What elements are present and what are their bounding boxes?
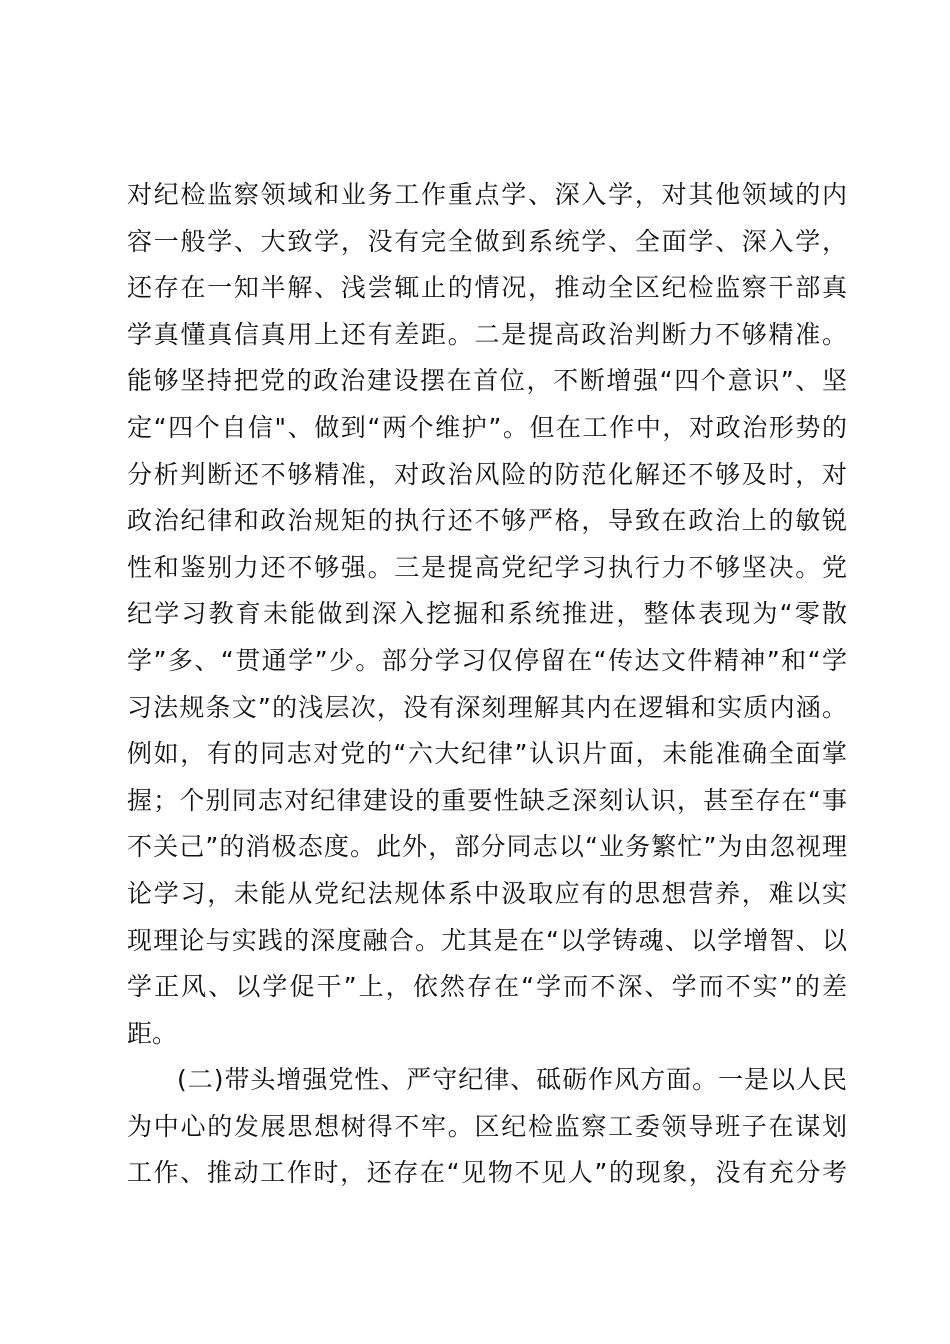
body-text xyxy=(127,172,847,1197)
text-line: 例如，有的同志对党的“六大纪律”认识片面，未能准确全面掌 xyxy=(127,739,847,769)
text-line: 握；个别同志对纪律建设的重要性缺乏深刻认识，甚至存在“事 xyxy=(127,785,847,815)
text-line: 习法规条文”的浅层次，没有深刻理解其内在逻辑和实质内涵。 xyxy=(127,692,847,722)
text-line: 工作、推动工作时，还存在“见物不见人”的现象，没有充分考 xyxy=(127,1158,847,1188)
text-line: 学”多、“贯通学”少。部分学习仅停留在“传达文件精神”和“学 xyxy=(127,645,847,675)
text-line: 学真懂真信真用上还有差距。二是提高政治判断力不够精准。 xyxy=(127,319,847,349)
text-line: 不关己”的消极态度。此外，部分同志以“业务繁忙”为由忽视理 xyxy=(127,832,847,862)
text-line: 定“四个自信"、做到“两个维护”。但在工作中，对政治形势的 xyxy=(127,412,847,442)
text-line: 还存在一知半解、浅尝辄止的情况，推动全区纪检监察干部真 xyxy=(127,273,847,303)
text-line: 现理论与实践的深度融合。尤其是在“以学铸魂、以学增智、以 xyxy=(127,925,847,955)
text-line: 学正风、以学促干”上，依然存在“学而不深、学而不实”的差 xyxy=(127,972,847,1002)
text-line: 政治纪律和政治规矩的执行还不够严格，导致在政治上的敏锐 xyxy=(127,506,847,536)
text-line: 对纪检监察领域和业务工作重点学、深入学，对其他领域的内 xyxy=(127,180,847,209)
section-heading-line: (二)带头增强党性、严守纪律、砥砺作风方面。一是以人民 xyxy=(177,1065,847,1095)
text-line: 纪学习教育未能做到深入挖掘和系统推进，整体表现为“零散 xyxy=(127,599,847,629)
text-line: 分析判断还不够精准，对政治风险的防范化解还不够及时，对 xyxy=(127,459,847,489)
text-line: 容一般学、大致学，没有完全做到系统学、全面学、深入学， xyxy=(127,226,847,256)
text-line: 能够坚持把党的政治建设摆在首位，不断增强“四个意识”、坚 xyxy=(127,366,847,396)
text-line: 论学习，未能从党纪法规体系中汲取应有的思想营养，难以实 xyxy=(127,878,847,908)
text-line: 性和鉴别力还不够强。三是提高党纪学习执行力不够坚决。党 xyxy=(127,552,847,582)
text-line-paragraph-end: 距。 xyxy=(127,1018,178,1048)
text-line: 为中心的发展思想树得不牢。区纪检监察工委领导班子在谋划 xyxy=(127,1111,847,1141)
